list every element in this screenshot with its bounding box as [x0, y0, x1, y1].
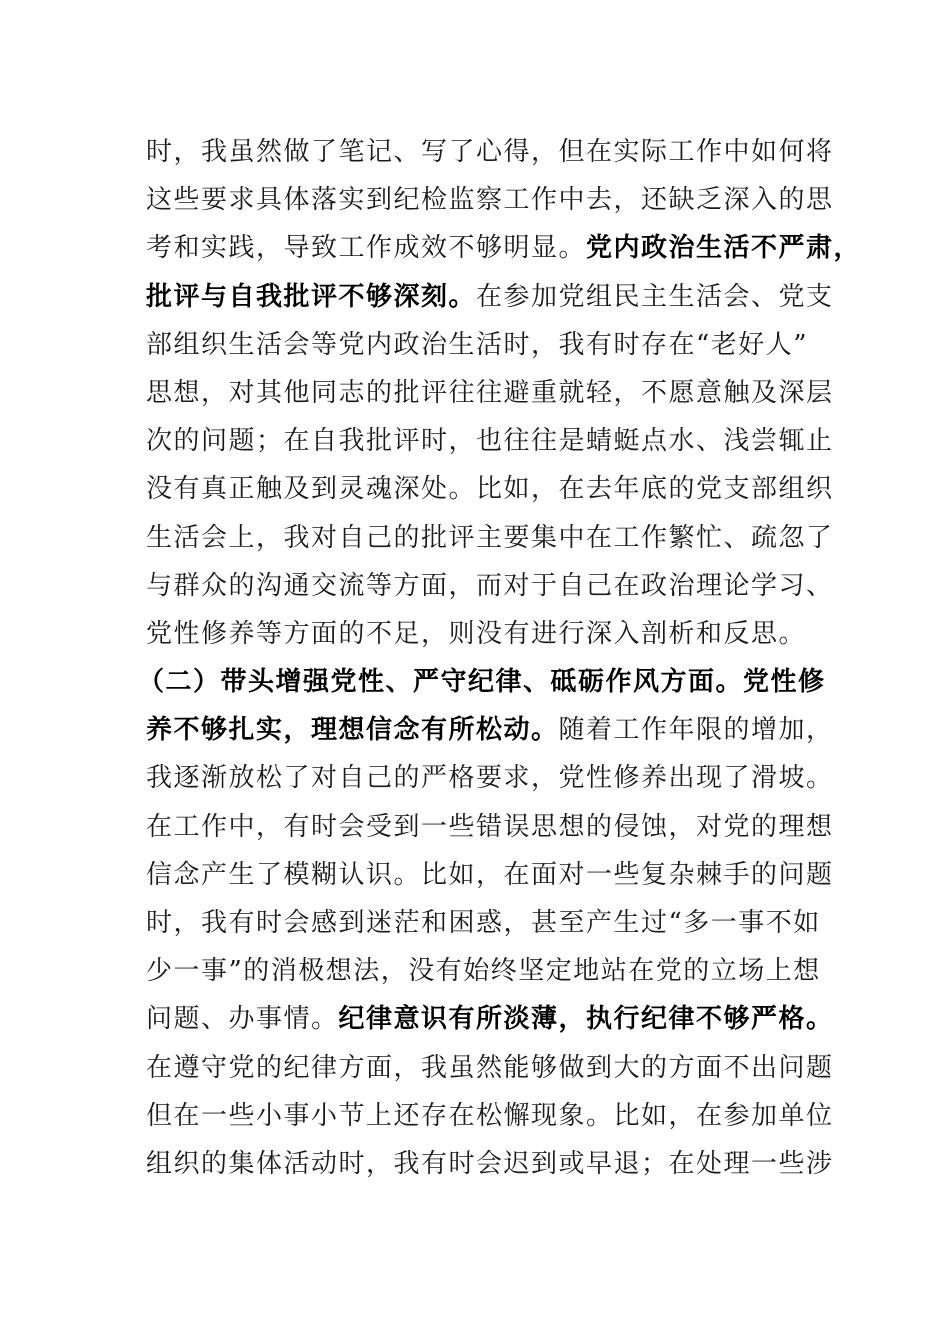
- text-segment: 信念产生了模糊认识。比如，在面对一些复杂棘手的问题: [146, 859, 834, 890]
- body-text: [138, 128, 862, 1188]
- bold-text-segment: 党内政治生活不严肃，: [586, 233, 862, 264]
- section-heading-line: [138, 658, 826, 706]
- text-segment: 没有真正触及到灵魂深处。比如，在去年底的党支部组织: [146, 474, 834, 505]
- bold-text-segment: 批评与自我批评不够深刻。: [146, 281, 477, 312]
- text-segment: 党性修养等方面的不足，则没有进行深入剖析和反思。: [146, 618, 807, 649]
- text-line: [146, 803, 834, 851]
- text-line: [146, 610, 826, 658]
- text-line: [146, 369, 834, 417]
- text-line: [146, 899, 826, 947]
- bold-text-segment: （二）带头增强党性、严守纪律、砥砺作风方面。党性修: [138, 667, 826, 698]
- bold-text-segment: 养不够扎实，理想信念有所松动。: [146, 715, 559, 746]
- text-line: [146, 1092, 834, 1140]
- text-segment: 少一事”的消极想法，没有始终坚定地站在党的立场上想: [146, 956, 821, 987]
- text-line: [146, 1140, 834, 1188]
- text-segment: 思想，对其他同志的批评往往避重就轻，不愿意触及深层: [146, 377, 834, 408]
- text-segment: 时，我有时会感到迷茫和困惑，甚至产生过“多一事不如: [146, 908, 821, 938]
- bold-text-segment: 纪律意识有所淡薄，执行纪律不够严格。: [338, 1004, 834, 1035]
- text-line: [146, 706, 834, 754]
- text-segment: 但在一些小事小节上还存在松懈现象。比如，在参加单位: [146, 1100, 834, 1131]
- text-line: [146, 224, 862, 272]
- text-segment: 在参加党组民主生活会、党支: [476, 281, 834, 312]
- text-line: [146, 514, 834, 562]
- text-segment: 在工作中，有时会受到一些错误思想的侵蚀，对党的理想: [146, 811, 834, 842]
- text-line: [146, 128, 834, 176]
- text-line: [146, 273, 834, 321]
- text-segment: 次的问题；在自我批评时，也往往是蜻蜓点水、浅尝辄止: [146, 426, 834, 457]
- text-line: [146, 176, 834, 224]
- text-segment: 在遵守党的纪律方面，我虽然能够做到大的方面不出问题: [146, 1052, 834, 1083]
- text-line: [146, 417, 834, 465]
- text-segment: 这些要求具体落实到纪检监察工作中去，还缺乏深入的思: [146, 185, 834, 216]
- text-segment: 我逐渐放松了对自己的严格要求，党性修养出现了滑坡。: [146, 763, 834, 794]
- text-line: [146, 995, 834, 1043]
- text-segment: 问题、办事情。: [146, 1004, 339, 1035]
- text-segment: 考和实践，导致工作成效不够明显。: [146, 233, 587, 264]
- text-line: [146, 562, 834, 610]
- text-segment: 生活会上，我对自己的批评主要集中在工作繁忙、疏忽了: [146, 522, 834, 553]
- text-line: [146, 754, 834, 802]
- text-line: [146, 1044, 834, 1092]
- text-line: [146, 851, 834, 899]
- text-segment: 随着工作年限的增加，: [558, 715, 834, 746]
- text-line: [146, 947, 826, 995]
- text-segment: 组织的集体活动时，我有时会迟到或早退；在处理一些涉: [146, 1148, 834, 1179]
- text-segment: 与群众的沟通交流等方面，而对于自己在政治理论学习、: [146, 570, 834, 601]
- text-segment: 部组织生活会等党内政治生活时，我有时存在“老好人”: [146, 329, 809, 360]
- text-segment: 时，我虽然做了笔记、写了心得，但在实际工作中如何将: [146, 137, 834, 167]
- text-line: [146, 465, 834, 513]
- text-line: [146, 321, 826, 369]
